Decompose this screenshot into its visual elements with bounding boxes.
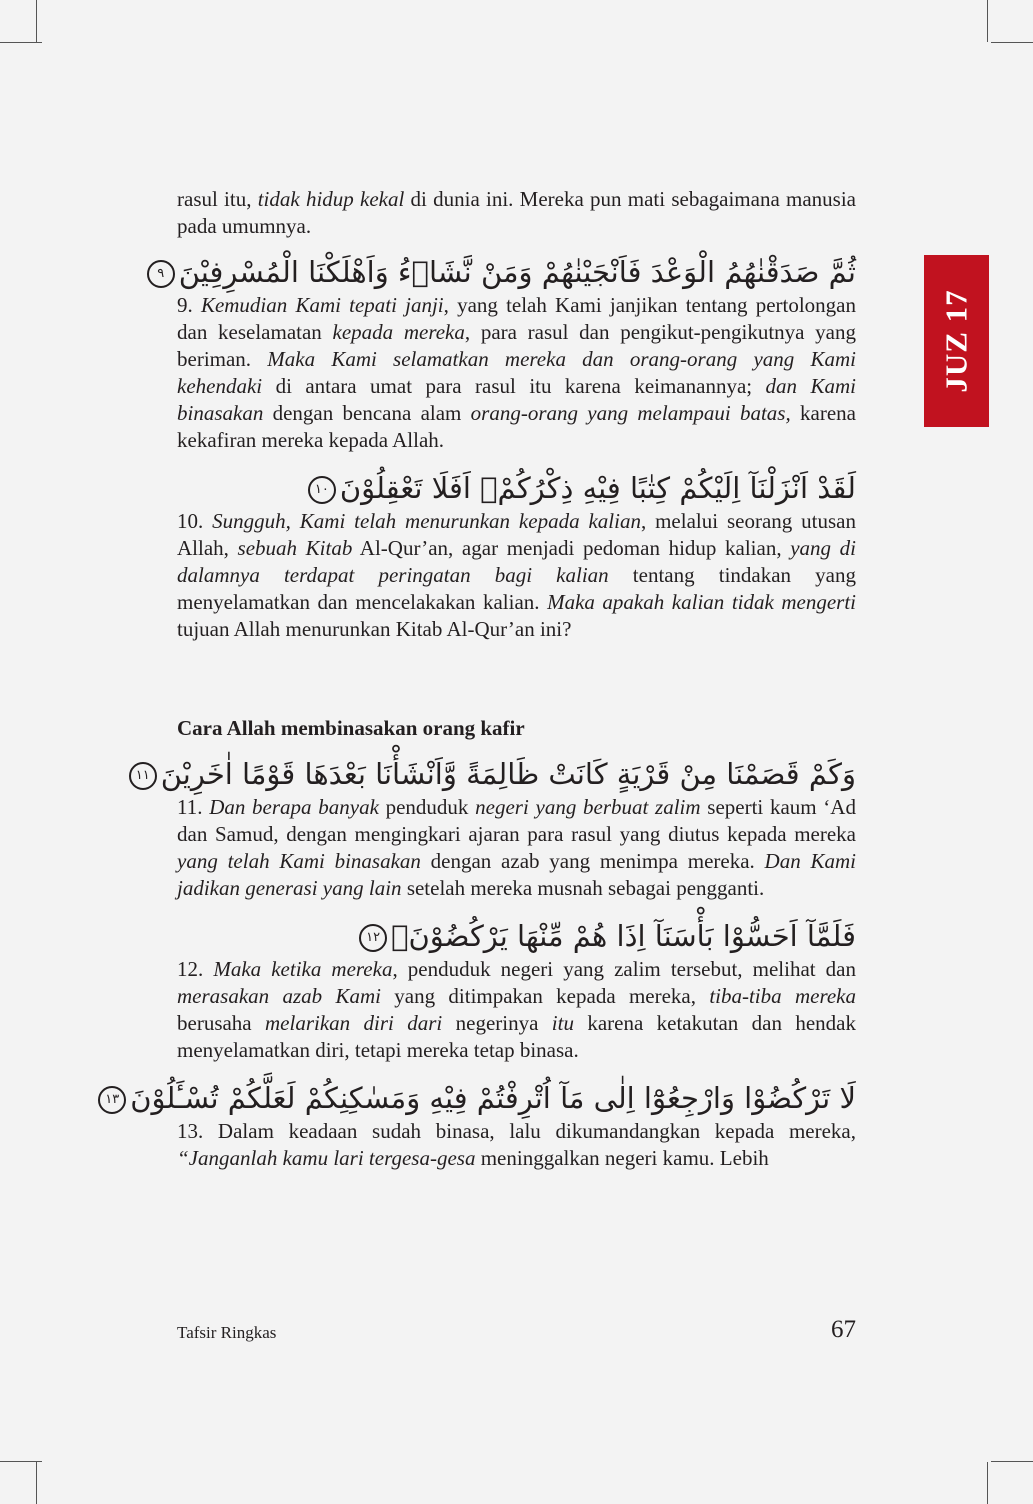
translation-text: , melalui seorang utusan Allah, [177, 509, 856, 560]
translation-italic: “Janganlah kamu lari tergesa-gesa [177, 1146, 476, 1170]
crop-mark [36, 0, 37, 42]
translation-italic: Sungguh, Kami telah menurunkan kepada kalian [212, 509, 641, 533]
translation-text: yang ditimpakan kepada mereka, [380, 984, 710, 1008]
verse-block [105, 1078, 856, 1172]
crop-mark [991, 42, 1033, 43]
translation-text: 9. [177, 293, 201, 317]
translation-italic: yang telah Kami binasakan [177, 849, 421, 873]
arabic-text: وَكَمْ قَصَمْنَا مِنْ قَرْيَةٍ كَانَتْ ظَالِمَةً وَّاَنْشَأْنَا بَعْدَهَا قَوْمًا اٰخَرِيْنَ [160, 757, 856, 791]
translation-text: tentang tindakan yang menyelamatkan dan mencelakakan kalian. [177, 563, 856, 614]
translation-text: karena ketakutan dan hendak menyelamatkan diri, tetapi mereka tetap binasa. [177, 1011, 856, 1062]
crop-mark [991, 1461, 1033, 1462]
translation-text: seperti kaum ‘Ad dan Samud, dengan mengingkari ajaran para rasul yang diutus kepada mereka [177, 795, 856, 846]
verse-block [157, 252, 857, 454]
verse-block [177, 468, 856, 643]
translation-text: 13. Dalam keadaan sudah binasa, lalu dikumandangkan kepada mereka, [177, 1119, 856, 1143]
ayah-number-mark: ١١ [129, 762, 157, 790]
translation-text: meninggalkan negeri kamu. Lebih [475, 1146, 769, 1170]
translation-text: 10. [177, 509, 213, 533]
arabic-verse [177, 916, 856, 956]
translation-text: 11. [177, 795, 210, 819]
translation-text: dengan bencana alam [263, 401, 471, 425]
juz-tab [924, 255, 989, 427]
translation-text: setelah mereka musnah sebagai pengganti. [401, 876, 765, 900]
ayah-number-mark: ١٠ [308, 476, 336, 504]
verse-group [105, 754, 856, 1172]
translation-text: dengan azab yang menimpa mereka. [420, 849, 765, 873]
verse-group [157, 252, 857, 643]
crop-mark [987, 0, 988, 42]
translation-italic: Dan Kami jadikan generasi yang lain [177, 849, 856, 900]
verse-translation [177, 794, 856, 902]
section-heading: Cara Allah membinasakan orang kafir [177, 716, 525, 740]
translation-italic: merasakan azab Kami [177, 984, 381, 1008]
crop-mark [987, 1462, 988, 1504]
translation-italic: Maka apakah kalian tidak mengerti [547, 590, 856, 614]
arabic-text: ثُمَّ صَدَقْنٰهُمُ الْوَعْدَ فَاَنْجَيْنٰهُمْ وَمَنْ نَّشَاۤءُ وَاَهْلَكْنَا الْمُسْرِفِيْنَ [178, 255, 856, 289]
page-content [105, 186, 857, 1186]
translation-text: 12. [177, 957, 214, 981]
translation-italic: Kemudian Kami tepati janji [200, 293, 444, 317]
arabic-verse [157, 252, 856, 292]
translation-italic: Dan berapa banyak [209, 795, 379, 819]
verse-translation [177, 956, 856, 1064]
translation-text: tujuan Allah menurunkan Kitab Al-Qur’an ini? [177, 617, 572, 641]
intro-italic: tidak hidup kekal [257, 187, 405, 211]
crop-mark [0, 1461, 42, 1462]
arabic-text: لَقَدْ اَنْزَلْنَآ اِلَيْكُمْ كِتٰبًا فِيْهِ ذِكْرُكُمْۗ اَفَلَا تَعْقِلُوْنَ [339, 471, 856, 505]
verse-translation [177, 1118, 856, 1172]
verse-block [135, 754, 856, 902]
translation-text: , para rasul dan pengikut-pengikutnya yang beriman. [177, 320, 857, 371]
crop-mark [0, 42, 42, 43]
ayah-number-mark: ٩ [147, 260, 175, 288]
translation-italic: Maka ketika mereka [213, 957, 393, 981]
verse-translation [177, 292, 856, 454]
translation-text: karena kekafiran mereka kepada Allah. [177, 401, 856, 452]
translation-text: Al-Qur’an, agar menjadi pedoman hidup kalian, [352, 536, 791, 560]
intro-text: di dunia ini. Mereka pun mati sebagaimana manusia pada umumnya. [177, 187, 856, 238]
translation-italic: sebuah Kitab [237, 536, 353, 560]
ayah-number-mark: ١٢ [359, 924, 387, 952]
verse-block [177, 916, 856, 1064]
translation-text: negerinya [442, 1011, 552, 1035]
page-number: 67 [831, 1316, 856, 1343]
translation-italic: orang-orang yang melampaui batas, [470, 401, 791, 425]
arabic-text: فَلَمَّآ اَحَسُّوْا بَأْسَنَآ اِذَا هُمْ مِّنْهَا يَرْكُضُوْنَۗ [391, 919, 856, 953]
intro-paragraph [177, 186, 856, 240]
arabic-verse [135, 754, 856, 794]
translation-italic: yang di dalamnya terdapat peringatan bagi kalian [177, 536, 857, 587]
footer-book-title: Tafsir Ringkas [177, 1323, 277, 1342]
intro-text: rasul itu, [177, 187, 258, 211]
translation-italic: melarikan diri dari [265, 1011, 443, 1035]
translation-italic: Maka Kami selamatkan mereka dan orang-orang yang Kami kehendaki [177, 347, 856, 398]
juz-label: JUZ 17 [938, 289, 974, 393]
translation-text: , yang telah Kami janjikan tentang pertolongan dan keselamatan [177, 293, 857, 344]
translation-text: penduduk [378, 795, 476, 819]
ayah-number-mark: ١٣ [98, 1086, 126, 1114]
translation-italic: dan Kami binasakan [177, 374, 856, 425]
translation-italic: tiba-tiba mereka [709, 984, 856, 1008]
crop-mark [36, 1462, 37, 1504]
arabic-verse [177, 468, 856, 508]
translation-italic: kepada mereka [332, 320, 465, 344]
translation-text: berusaha [177, 1011, 265, 1035]
translation-text: di antara umat para rasul itu karena keimanannya; [262, 374, 766, 398]
translation-italic: itu [551, 1011, 574, 1035]
translation-italic: negeri yang berbuat zalim [475, 795, 701, 819]
translation-text: , penduduk negeri yang zalim tersebut, melihat dan [392, 957, 856, 981]
arabic-verse [105, 1078, 856, 1118]
arabic-text: لَا تَرْكُضُوْا وَارْجِعُوْٓا اِلٰى مَآ اُتْرِفْتُمْ فِيْهِ وَمَسٰكِنِكُمْ لَعَلَّكُمْ تُسْـَٔلُوْنَ [130, 1081, 856, 1115]
verse-translation [177, 508, 856, 643]
